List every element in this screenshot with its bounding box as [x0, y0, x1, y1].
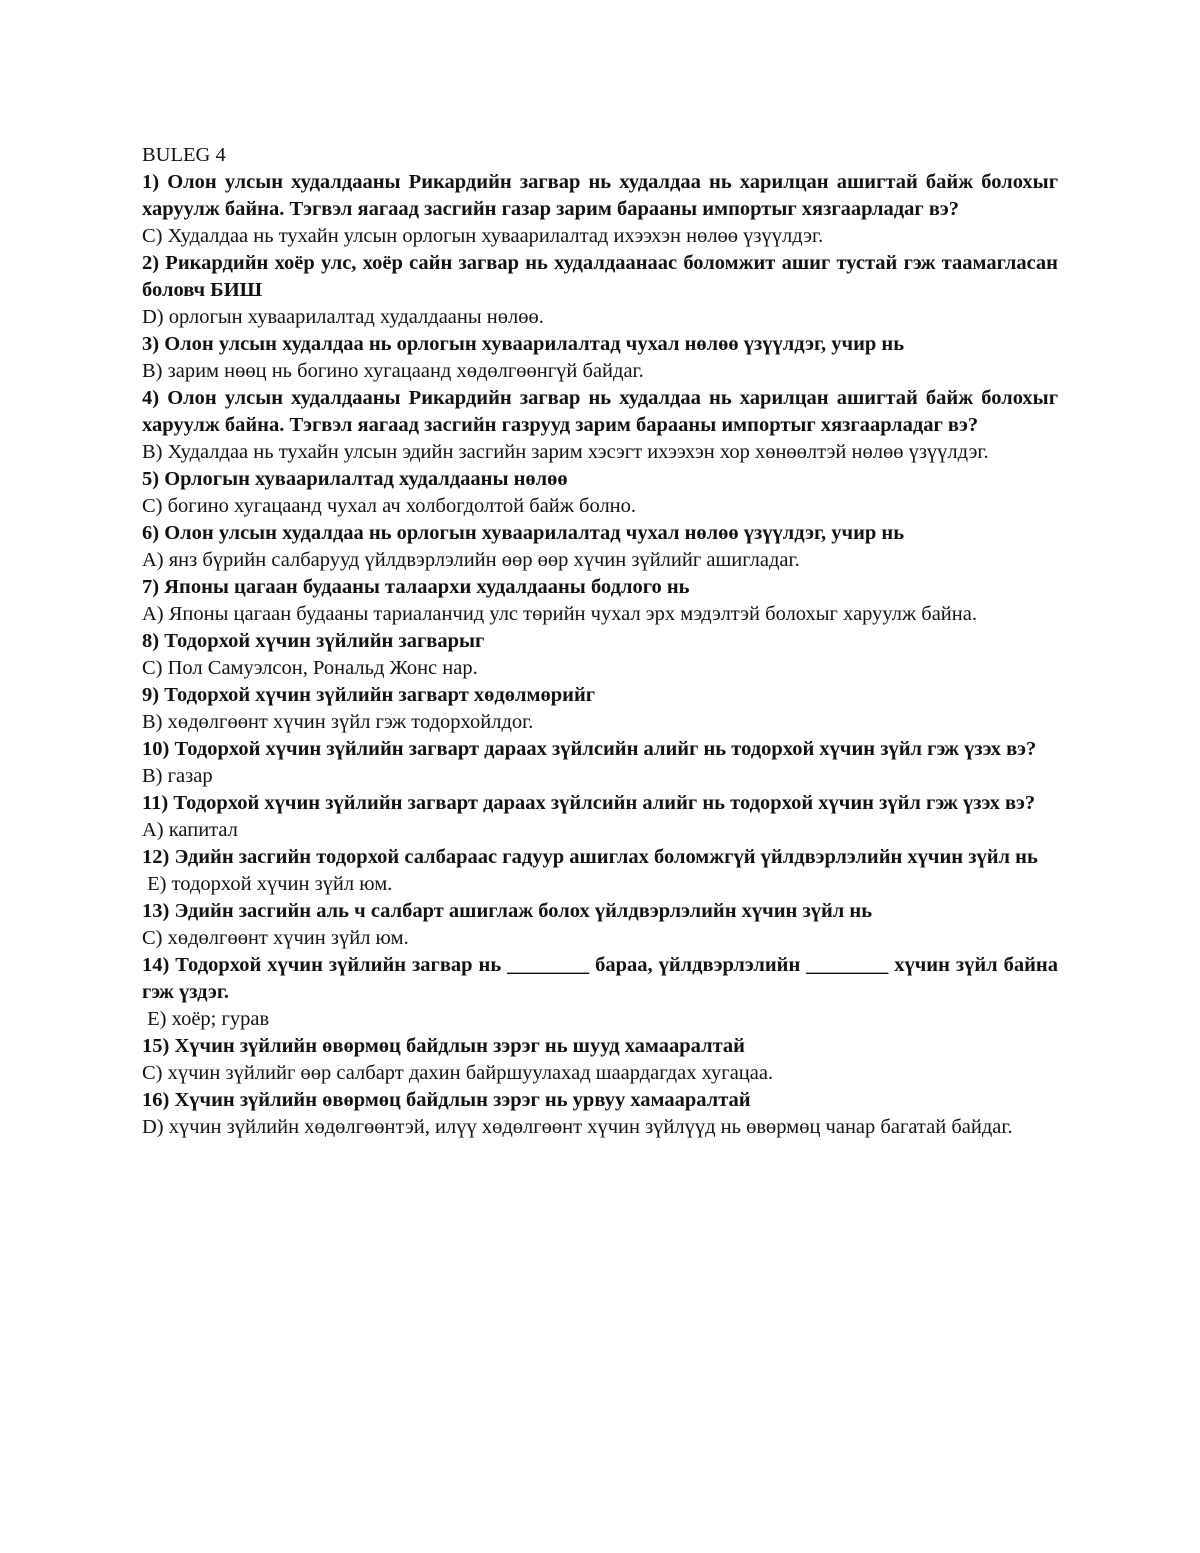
answer-3: B) зарим нөөц нь богино хугацаанд хөдөлгөөнгүй байдаг. — [142, 360, 644, 382]
question-11: 11) Тодорхой хүчин зүйлийн загварт дараах зүйлсийн алийг нь тодорхой хүчин зүйл гэж үзэх вэ? — [142, 792, 1036, 814]
answer-8: C) Пол Самуэлсон, Рональд Жонс нар. — [142, 657, 478, 679]
question-5: 5) Орлогын хуваарилалтад худалдааны нөлөө — [142, 468, 568, 490]
question-1: 1) Олон улсын худалдааны Рикардийн загвар нь худалдаа нь харилцан ашигтай байж болохыг харуулж байна. Тэгвэл яагаад засгийн газар зарим барааны импортыг хязгаарладаг вэ? — [142, 171, 1058, 220]
answer-11: A) капитал — [142, 819, 238, 841]
answer-2: D) орлогын хуваарилалтад худалдааны нөлөө. — [142, 306, 544, 328]
question-3: 3) Олон улсын худалдаа нь орлогын хуваарилалтад чухал нөлөө үзүүлдэг, учир нь — [142, 333, 905, 355]
answer-12: E) тодорхой хүчин зүйл юм. — [142, 873, 393, 895]
answer-5: C) богино хугацаанд чухал ач холбогдолтой байж болно. — [142, 495, 637, 517]
question-16: 16) Хүчин зүйлийн өвөрмөц байдлын зэрэг нь урвуу хамааралтай — [142, 1089, 751, 1111]
question-6: 6) Олон улсын худалдаа нь орлогын хуваарилалтад чухал нөлөө үзүүлдэг, учир нь — [142, 522, 905, 544]
answer-13: C) хөдөлгөөнт хүчин зүйл юм. — [142, 927, 409, 949]
question-15: 15) Хүчин зүйлийн өвөрмөц байдлын зэрэг нь шууд хамааралтай — [142, 1035, 745, 1057]
answer-7: A) Японы цагаан будааны тариаланчид улс төрийн чухал эрх мэдэлтэй болохыг харуулж байна. — [142, 603, 977, 625]
question-8: 8) Тодорхой хүчин зүйлийн загварыг — [142, 630, 485, 652]
question-2: 2) Рикардийн хоёр улс, хоёр сайн загвар нь худалдаанаас боломжит ашиг тустай гэж таамагласан боловч БИШ — [142, 252, 1058, 301]
question-9: 9) Тодорхой хүчин зүйлийн загварт хөдөлмөрийг — [142, 684, 596, 706]
chapter-heading: BULEG 4 — [142, 144, 226, 166]
answer-10: B) газар — [142, 765, 213, 787]
question-4: 4) Олон улсын худалдааны Рикардийн загвар нь худалдаа нь харилцан ашигтай байж болохыг харуулж байна. Тэгвэл яагаад засгийн газрууд зарим барааны импортыг хязгаарладаг вэ? — [142, 387, 1058, 436]
question-12: 12) Эдийн засгийн тодорхой салбараас гадуур ашиглах боломжгүй үйлдвэрлэлийн хүчин зүйл нь — [142, 846, 1038, 868]
answer-16: D) хүчин зүйлийн хөдөлгөөнтэй, илүү хөдөлгөөнт хүчин зүйлүүд нь өвөрмөц чанар багатай байдаг. — [142, 1116, 1013, 1138]
question-14: 14) Тодорхой хүчин зүйлийн загвар нь ________ бараа, үйлдвэрлэлийн ________ хүчин зүйл байна гэж үздэг. — [142, 954, 1058, 1003]
question-10: 10) Тодорхой хүчин зүйлийн загварт дараах зүйлсийн алийг нь тодорхой хүчин зүйл гэж үзэх вэ? — [142, 738, 1037, 760]
answer-15: C) хүчин зүйлийг өөр салбарт дахин байршуулахад шаардагдах хугацаа. — [142, 1062, 774, 1084]
answer-4: B) Худалдаа нь тухайн улсын эдийн засгийн зарим хэсэгт ихээхэн хор хөнөөлтэй нөлөө үзүүлдэг. — [142, 441, 989, 463]
answer-1: C) Худалдаа нь тухайн улсын орлогын хуваарилалтад ихээхэн нөлөө үзүүлдэг. — [142, 225, 824, 247]
answer-6: A) янз бүрийн салбарууд үйлдвэрлэлийн өөр өөр хүчин зүйлийг ашигладаг. — [142, 549, 800, 571]
question-13: 13) Эдийн засгийн аль ч салбарт ашиглаж болох үйлдвэрлэлийн хүчин зүйл нь — [142, 900, 873, 922]
answer-9: B) хөдөлгөөнт хүчин зүйл гэж тодорхойлдог. — [142, 711, 534, 733]
document-page — [142, 142, 1058, 1141]
question-7: 7) Японы цагаан будааны талаархи худалдааны бодлого нь — [142, 576, 690, 598]
answer-14: E) хоёр; гурав — [142, 1008, 270, 1030]
